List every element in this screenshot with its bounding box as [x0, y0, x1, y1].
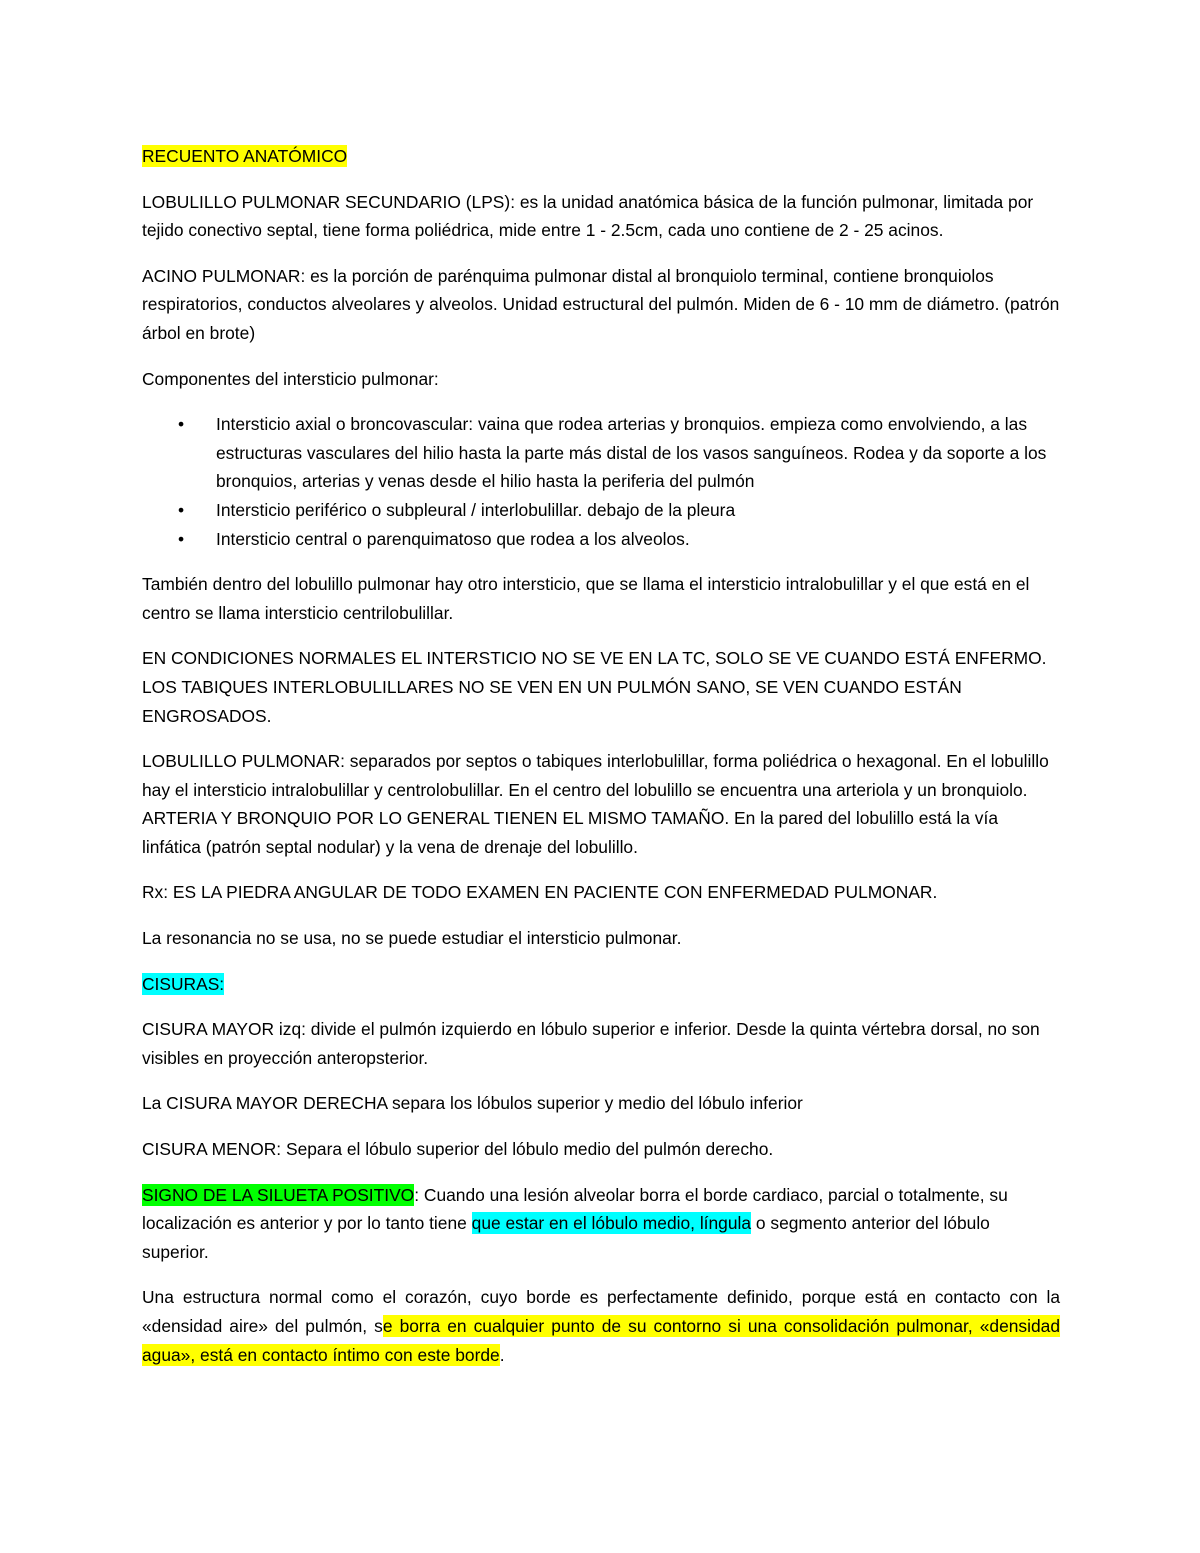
title-paragraph: [142, 142, 1060, 171]
estructura-end: .: [499, 1344, 505, 1365]
paragraph-signo-silueta: [142, 1181, 1060, 1267]
paragraph-condiciones: EN CONDICIONES NORMALES EL INTERSTICIO NO SE VE EN LA TC, SOLO SE VE CUANDO ESTÁ ENFERMO. LOS TABIQUES INTERLOBULILLARES NO SE VEN EN UN PULMÓN SANO, SE VEN CUANDO ESTÁN ENGROSADOS.: [142, 648, 1047, 726]
signo-silueta-highlight: que estar en el lóbulo medio, língula: [471, 1213, 752, 1234]
paragraph-tambien: También dentro del lobulillo pulmonar hay otro intersticio, que se llama el intersticio intralobulillar y el que está en el centro se llama intersticio centrilobulillar.: [142, 574, 1030, 623]
paragraph-acino: ACINO PULMONAR: es la porción de parénquima pulmonar distal al bronquiolo terminal, contiene bronquiolos respiratorios, conductos alveolares y alveolos. Unidad estructural del pulmón. Miden de 6 - 10 mm de diámetro. (patrón árbol en brote): [142, 265, 1060, 343]
list-item: [142, 496, 1060, 525]
list-item-text: Intersticio central o parenquimatoso que rodea a los alveolos.: [216, 528, 690, 549]
paragraph-componentes: Componentes del intersticio pulmonar:: [142, 368, 439, 389]
list-item-text: Intersticio axial o broncovascular: vaina que rodea arterias y bronquios. empieza como envolviendo, a las estructuras vasculares del hilio hasta la parte más distal de los vasos sanguíneos. Rodea y da soporte a los bronquios, arterias y venas desde el hilio hasta la periferia del pulmón: [216, 414, 1047, 492]
paragraph-estructura: [142, 1283, 1060, 1369]
bullet-icon: •: [177, 414, 185, 435]
bullet-icon: •: [177, 528, 185, 549]
paragraph-resonancia: La resonancia no se usa, no se puede estudiar el intersticio pulmonar.: [142, 928, 682, 949]
estructura-text: Una estructura normal como el corazón, cuyo borde es perfectamente definido, porque está en contacto con la «densidad aire» del pulmón, s: [142, 1287, 1060, 1336]
bullet-icon: •: [177, 499, 185, 520]
cisuras-heading: CISURAS:: [142, 973, 225, 994]
list-item: [142, 525, 1060, 554]
title-highlight: RECUENTO ANATÓMICO: [142, 146, 348, 166]
paragraph-lobulillo: LOBULILLO PULMONAR: separados por septos o tabiques interlobulillar, forma poliédrica o hexagonal. En el lobulillo hay el intersticio intralobulillar y centrolobulillar. En el centro del lobulillo se encuentra una arteriola y un bronquiolo. ARTERIA Y BRONQUIO POR LO GENERAL TIENEN EL MISMO TAMAÑO. En la pared del lobulillo está la vía linfática (patrón septal nodular) y la vena de drenaje del lobulillo.: [142, 751, 1049, 857]
paragraph-cisura-mayor-izq: CISURA MAYOR izq: divide el pulmón izquierdo en lóbulo superior e inferior. Desde la quinta vértebra dorsal, no son visibles en proyección anteropsterior.: [142, 1019, 1040, 1068]
list-item: [142, 410, 1060, 496]
signo-silueta-end: o segmento anterior del lóbulo superior.: [142, 1213, 990, 1262]
document-body: [142, 142, 1060, 1386]
paragraph-rx: Rx: ES LA PIEDRA ANGULAR DE TODO EXAMEN EN PACIENTE CON ENFERMEDAD PULMONAR.: [142, 882, 938, 903]
cisuras-heading-paragraph: [142, 970, 1060, 999]
estructura-highlight: e borra en cualquier punto de su contorno si una consolidación pulmonar, «densidad agua», está en contacto íntimo con este borde: [142, 1316, 1060, 1365]
signo-silueta-label: SIGNO DE LA SILUETA POSITIVO: [142, 1184, 415, 1205]
list-item-text: Intersticio periférico o subpleural / interlobulillar. debajo de la pleura: [216, 499, 736, 520]
paragraph-cisura-mayor-der: La CISURA MAYOR DERECHA separa los lóbulos superior y medio del lóbulo inferior: [142, 1093, 803, 1114]
intersticio-list: [142, 410, 1060, 553]
paragraph-lps: LOBULILLO PULMONAR SECUNDARIO (LPS): es la unidad anatómica básica de la función pulmonar, limitada por tejido conectivo septal, tiene forma poliédrica, mide entre 1 - 2.5cm, cada uno contiene de 2 - 25 acinos.: [142, 191, 1034, 241]
paragraph-cisura-menor: CISURA MENOR: Separa el lóbulo superior del lóbulo medio del pulmón derecho.: [142, 1139, 774, 1160]
signo-silueta-text: : Cuando una lesión alveolar borra el borde cardiaco, parcial o totalmente, su localización es anterior y por lo tanto tiene: [142, 1184, 1008, 1234]
